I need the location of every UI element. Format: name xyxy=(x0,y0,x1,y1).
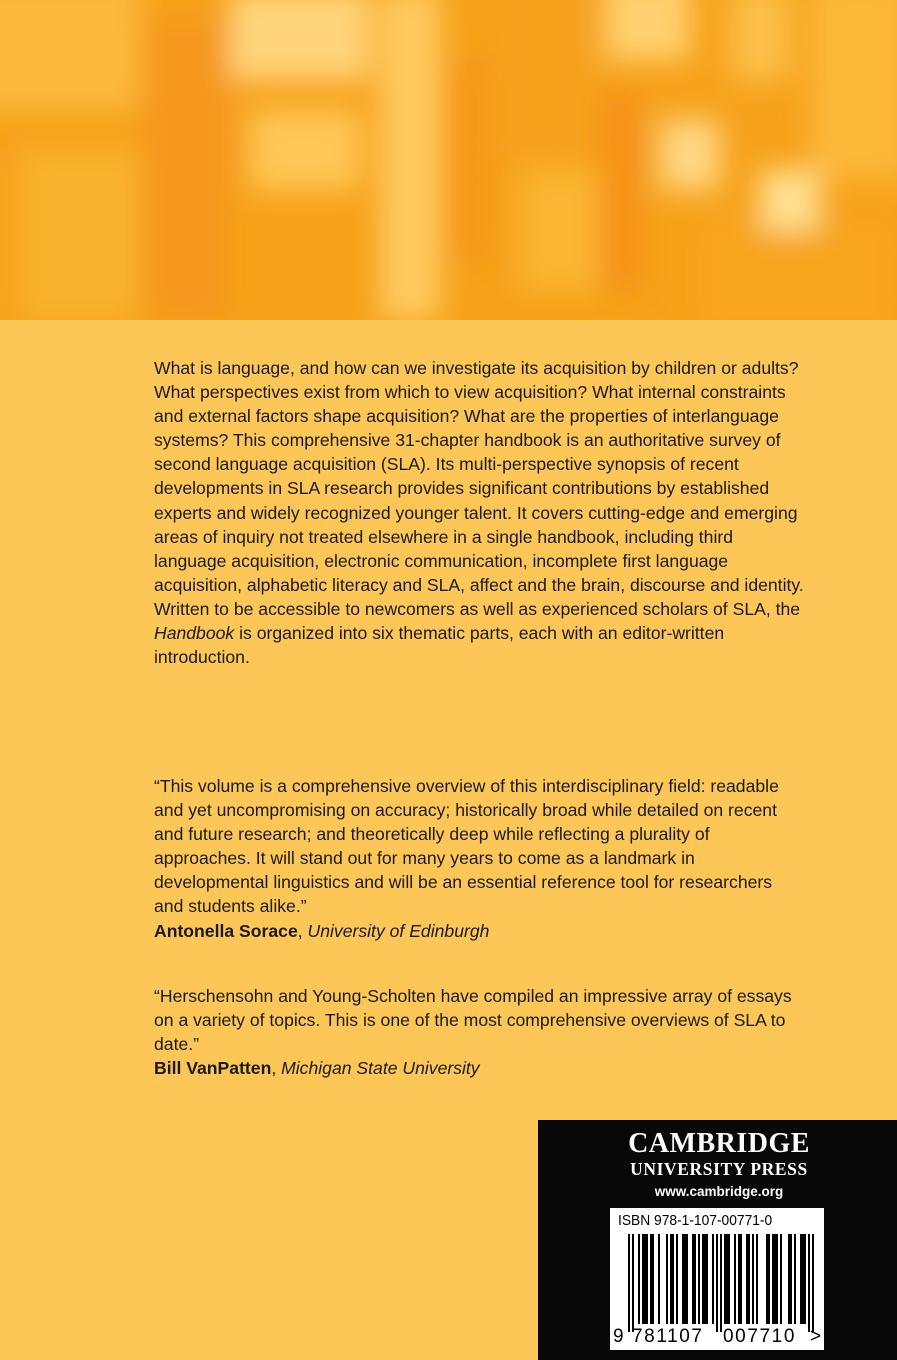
publisher-box xyxy=(538,1120,897,1360)
endorser-affiliation: Michigan State University xyxy=(281,1058,480,1079)
barcode-bar xyxy=(650,1234,654,1324)
abstract-pattern xyxy=(0,0,897,320)
barcode-bar xyxy=(720,1234,722,1332)
barcode-bar xyxy=(808,1234,810,1332)
isbn-barcode xyxy=(610,1208,824,1350)
endorser-affiliation: University of Edinburgh xyxy=(307,920,490,941)
barcode-bar xyxy=(734,1234,736,1324)
barcode-bar xyxy=(788,1234,792,1324)
barcode-bar xyxy=(638,1234,640,1324)
barcode-bar xyxy=(772,1234,778,1324)
barcode-bar xyxy=(752,1234,754,1324)
barcode-bar xyxy=(698,1234,700,1324)
barcode-bar xyxy=(794,1234,796,1324)
barcode-bar xyxy=(756,1234,758,1324)
barcode-bar xyxy=(632,1234,634,1332)
endorser-name: Bill VanPatten xyxy=(154,1058,272,1079)
publisher-subtitle: UNIVERSITY PRESS xyxy=(630,1159,808,1179)
publisher-url[interactable]: www.cambridge.org xyxy=(654,1184,784,1199)
barcode-digits xyxy=(610,1326,824,1348)
barcode-bar xyxy=(712,1234,714,1324)
barcode-bar xyxy=(702,1234,708,1324)
handbook-italic: Handbook xyxy=(154,623,235,644)
barcode-quiet-zone-marker: > xyxy=(810,1326,822,1347)
barcode-bar xyxy=(738,1234,742,1324)
isbn-label: ISBN 978-1-107-00771-0 xyxy=(618,1212,773,1229)
barcode-bar xyxy=(658,1234,660,1324)
barcode-bar xyxy=(676,1234,678,1324)
barcode-bar xyxy=(766,1234,770,1324)
endorser-name: Antonella Sorace xyxy=(154,920,298,941)
endorsement-attribution: Bill VanPatten, Michigan State University xyxy=(154,1058,480,1079)
barcode-right-digits: 007710 xyxy=(723,1326,797,1347)
endorsement-sorace xyxy=(154,774,804,943)
publisher-name: CAMBRIDGE xyxy=(628,1128,810,1159)
barcode-bar xyxy=(746,1234,750,1324)
barcode-bar xyxy=(716,1234,718,1332)
description-text: What is language, and how can we investigate its acquisition by children or adults? What perspectives exist from which to view acquisition? What internal constraints and external factors shape acquisition? What are the properties of interlanguage systems? This comprehensive 31-chapter handbook is an authoritative survey of second language acquisition (SLA). Its multi-perspective synopsis of recent developments in SLA research provides significant contributions by established experts and widely recognized younger talent. It covers cutting-edge and emerging areas of inquiry not treated elsewhere in a single handbook, including third language acquisition, electronic communication, incomplete first language acquisition, alphabetic literacy and SLA, affect and the brain, discourse and identity. Written to be accessible to newcomers as well as experienced scholars of SLA, the xyxy=(154,358,804,619)
barcode-left-digits: 781107 xyxy=(632,1326,704,1347)
endorsement-quote: “This volume is a comprehensive overview of this interdisciplinary field: readable and yet uncompromising on accuracy; historically broad while detailed on recent and future research; and theoretically deep while reflecting a plurality of approaches. It will stand out for many years to come as a landmark in developmental linguistics and will be an essential reference tool for researchers and students alike.” xyxy=(154,776,779,917)
book-description xyxy=(154,356,804,669)
barcode-bar xyxy=(724,1234,730,1324)
barcode-bar xyxy=(800,1234,806,1324)
barcode-bar xyxy=(670,1234,674,1324)
barcode-bar xyxy=(666,1234,668,1324)
barcode-bar xyxy=(628,1234,630,1332)
barcode-bar xyxy=(692,1234,696,1324)
endorsement-attribution: Antonella Sorace, University of Edinburgh xyxy=(154,920,490,941)
barcode-bar xyxy=(812,1234,814,1332)
cover-graphic-band xyxy=(0,0,897,320)
endorsement-vanpatten xyxy=(154,984,804,1080)
barcode-bar xyxy=(642,1234,648,1324)
barcode-bar xyxy=(682,1234,688,1324)
endorsement-quote: “Herschensohn and Young-Scholten have compiled an impressive array of essays on a variety of topics. This is one of the most comprehensive overviews of SLA to date.” xyxy=(154,986,792,1055)
barcode-bar xyxy=(780,1234,782,1324)
barcode-first-digit: 9 xyxy=(613,1326,624,1347)
description-text-end: is organized into six thematic parts, each with an editor-written introduction. xyxy=(154,623,725,668)
